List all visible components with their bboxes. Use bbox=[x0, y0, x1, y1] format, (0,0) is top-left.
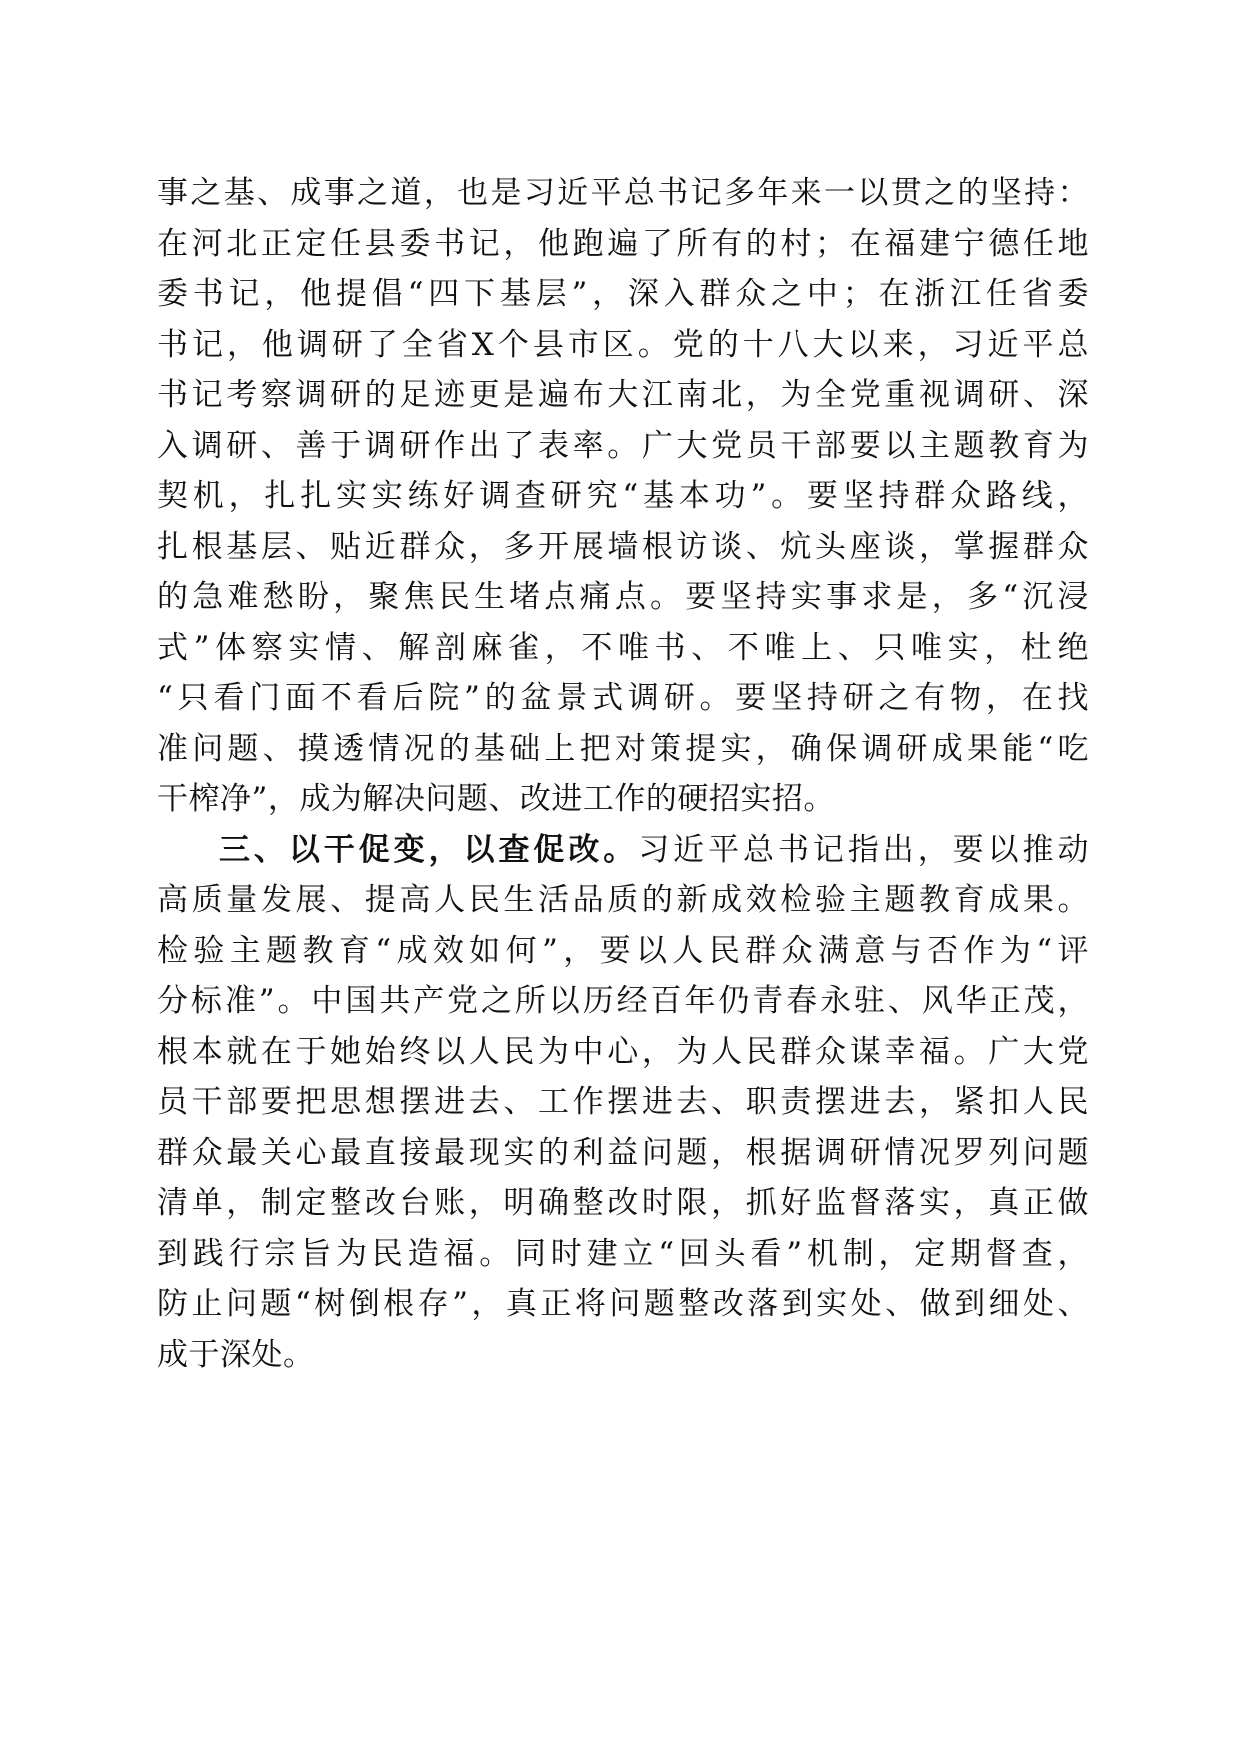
section-heading: 三、以干促变，以查促改。 bbox=[219, 831, 639, 868]
text-line: 群众最关心最直接最现实的利益问题，根据调研情况罗列问题 bbox=[157, 1134, 1089, 1171]
section-first-line-text: 习近平总书记指出，要以推动 bbox=[638, 831, 1089, 868]
document-body bbox=[157, 168, 1089, 1380]
text-line: 高质量发展、提高人民生活品质的新成效检验主题教育成果。 bbox=[157, 882, 1089, 918]
text-line: 成于深处。 bbox=[157, 1336, 315, 1373]
text-line: 委书记，他提倡“四下基层”，深入群众之中；在浙江任省委 bbox=[157, 276, 1089, 312]
text-line: 事之基、成事之道，也是习近平总书记多年来一以贯之的坚持： bbox=[157, 175, 1089, 211]
text-line: 防止问题“树倒根存”，真正将问题整改落到实处、做到细处、 bbox=[157, 1286, 1089, 1322]
text-line: 到践行宗旨为民造福。同时建立“回头看”机制，定期督查， bbox=[157, 1235, 1089, 1272]
paragraph-continued bbox=[157, 168, 1089, 825]
text-line: 准问题、摸透情况的基础上把对策提实，确保调研成果能“吃 bbox=[157, 730, 1089, 767]
text-line: 根本就在于她始终以人民为中心，为人民群众谋幸福。广大党 bbox=[157, 1033, 1089, 1070]
text-line: 入调研、善于调研作出了表率。广大党员干部要以主题教育为 bbox=[157, 427, 1089, 464]
text-line: 式”体察实情、解剖麻雀，不唯书、不唯上、只唯实，杜绝 bbox=[157, 629, 1089, 666]
text-line: 在河北正定任县委书记，他跑遍了所有的村；在福建宁德任地 bbox=[157, 225, 1089, 262]
text-line: 书记，他调研了全省X个县市区。党的十八大以来，习近平总 bbox=[157, 326, 1089, 363]
text-line: 员干部要把思想摆进去、工作摆进去、职责摆进去，紧扣人民 bbox=[157, 1084, 1089, 1120]
text-line: 清单，制定整改台账，明确整改时限，抓好监督落实，真正做 bbox=[157, 1185, 1089, 1221]
text-line: 干榨净”，成为解决问题、改进工作的硬招实招。 bbox=[157, 781, 835, 817]
text-line: 扎根基层、贴近群众，多开展墙根访谈、炕头座谈，掌握群众 bbox=[157, 528, 1089, 565]
text-line: 书记考察调研的足迹更是遍布大江南北，为全党重视调研、深 bbox=[157, 377, 1089, 413]
section-first-line bbox=[157, 825, 1089, 876]
text-line: 分标准”。中国共产党之所以历经百年仍青春永驻、风华正茂， bbox=[157, 983, 1089, 1019]
section-three-paragraph bbox=[157, 825, 1089, 1381]
text-line: 检验主题教育“成效如何”，要以人民群众满意与否作为“评 bbox=[157, 932, 1089, 969]
text-line: 契机，扎扎实实练好调查研究“基本功”。要坚持群众路线， bbox=[157, 478, 1089, 514]
text-line: 的急难愁盼，聚焦民生堵点痛点。要坚持实事求是，多“沉浸 bbox=[157, 579, 1089, 615]
text-line: “只看门面不看后院”的盆景式调研。要坚持研之有物，在找 bbox=[157, 680, 1089, 716]
